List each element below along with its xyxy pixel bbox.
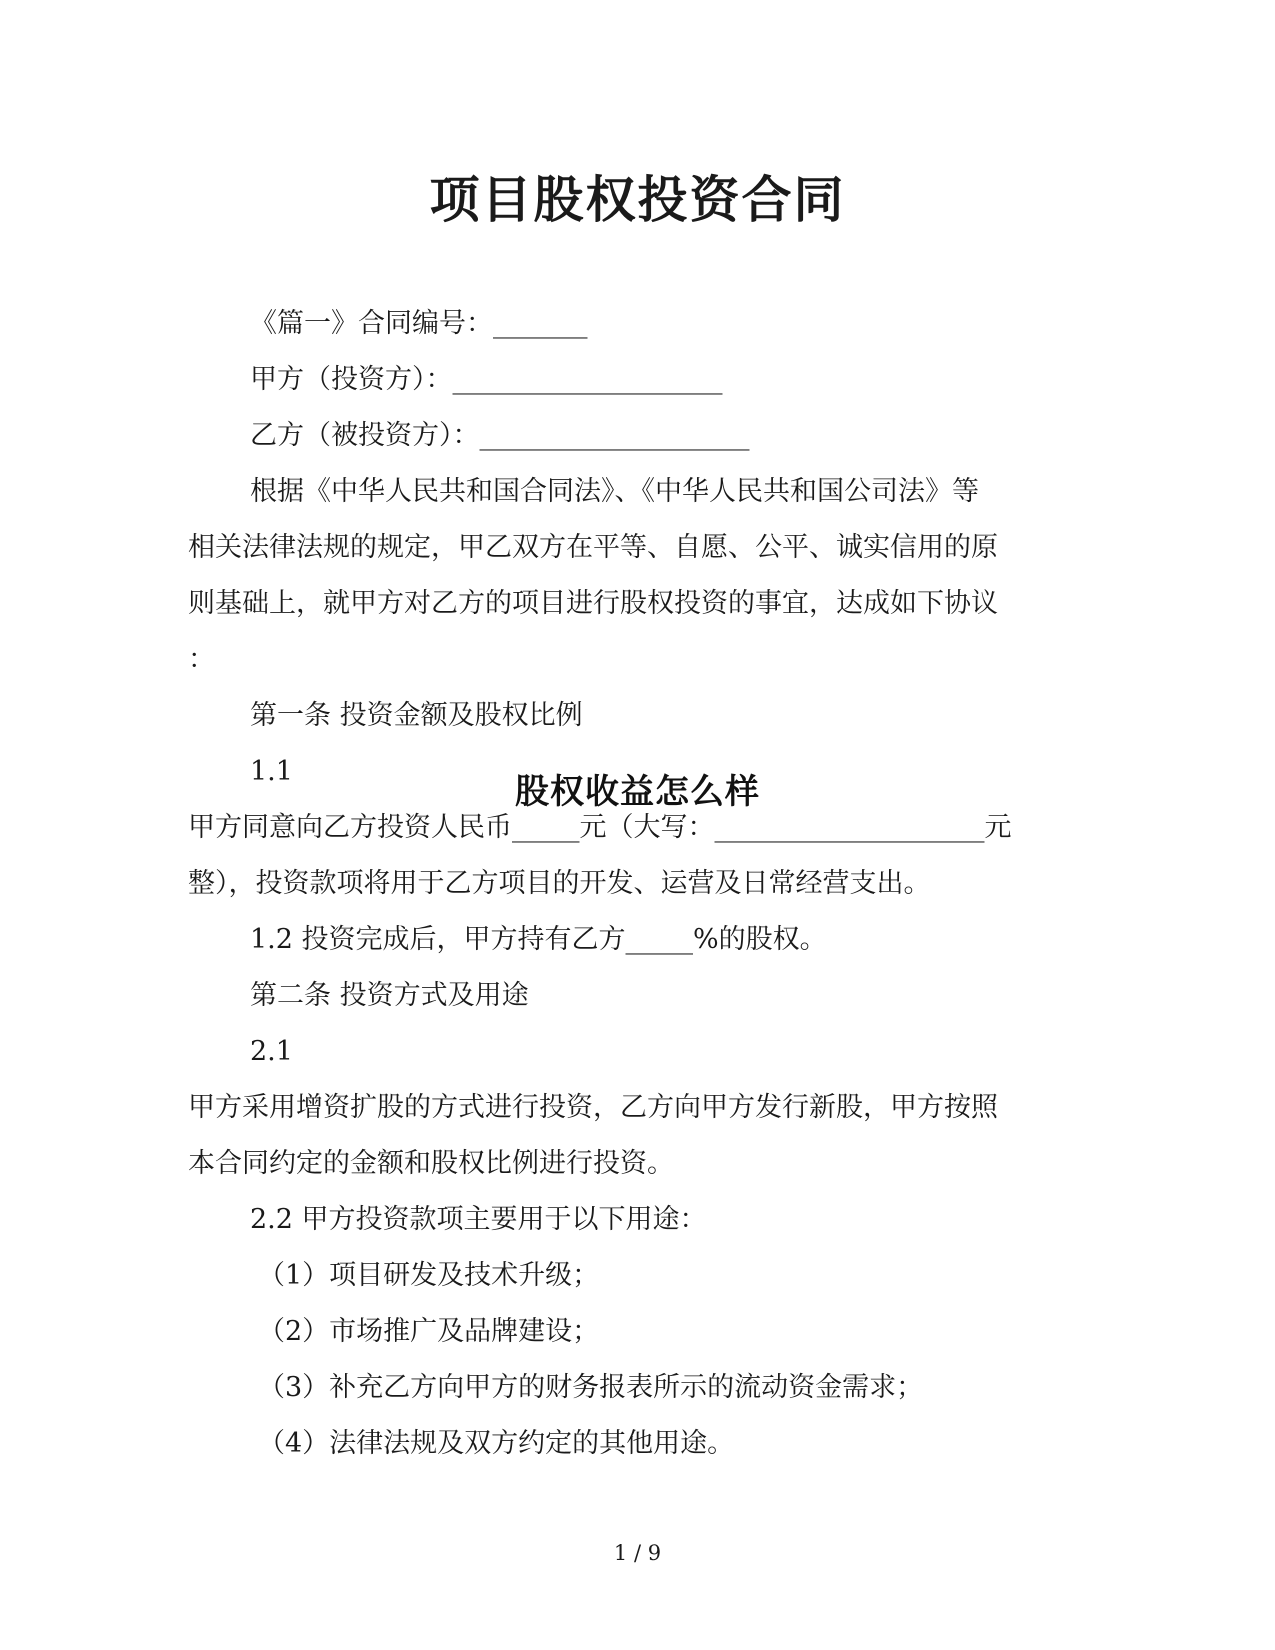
clause-text-line: 整），投资款项将用于乙方项目的开发、运营及日常经营支出。: [188, 868, 931, 899]
party-b-line: 乙方（被投资方）：____________________: [250, 420, 750, 451]
clause-text-line: 甲方同意向乙方投资人民币_____元（大写：____________________元: [188, 812, 1012, 843]
clause-text-line: 2.2 甲方投资款项主要用于以下用途：: [250, 1204, 707, 1235]
list-item: （2）市场推广及品牌建设；: [258, 1316, 600, 1347]
article-heading: 第二条 投资方式及用途: [250, 980, 529, 1011]
document-title: 项目股权投资合同: [429, 170, 846, 229]
list-item: （4）法律法规及双方约定的其他用途。: [258, 1428, 735, 1459]
page-number: 1 / 9: [613, 1541, 662, 1565]
clause-number: 2.1: [250, 1036, 293, 1067]
preamble-line: 相关法律法规的规定，甲乙双方在平等、自愿、公平、诚实信用的原: [188, 532, 998, 563]
clause-text-line: 甲方采用增资扩股的方式进行投资，乙方向甲方发行新股，甲方按照: [188, 1092, 998, 1123]
party-a-line: 甲方（投资方）：____________________: [250, 364, 723, 395]
preamble-line: 根据《中华人民共和国合同法》、《中华人民共和国公司法》等: [250, 476, 979, 507]
overlay-caption: 股权收益怎么样: [515, 772, 760, 812]
clause-text-line: 本合同约定的金额和股权比例进行投资。: [188, 1148, 674, 1179]
list-item: （3）补充乙方向甲方的财务报表所示的流动资金需求；: [258, 1372, 924, 1403]
clause-number: 1.1: [250, 756, 293, 787]
article-heading: 第一条 投资金额及股权比例: [250, 700, 583, 731]
contract-number-line: 《篇一》合同编号：_______: [250, 308, 588, 339]
preamble-line: ：: [188, 644, 215, 675]
list-item: （1）项目研发及技术升级；: [258, 1260, 600, 1291]
preamble-line: 则基础上，就甲方对乙方的项目进行股权投资的事宜，达成如下协议: [188, 588, 998, 619]
clause-text-line: 1.2 投资完成后，甲方持有乙方_____%的股权。: [250, 924, 827, 955]
